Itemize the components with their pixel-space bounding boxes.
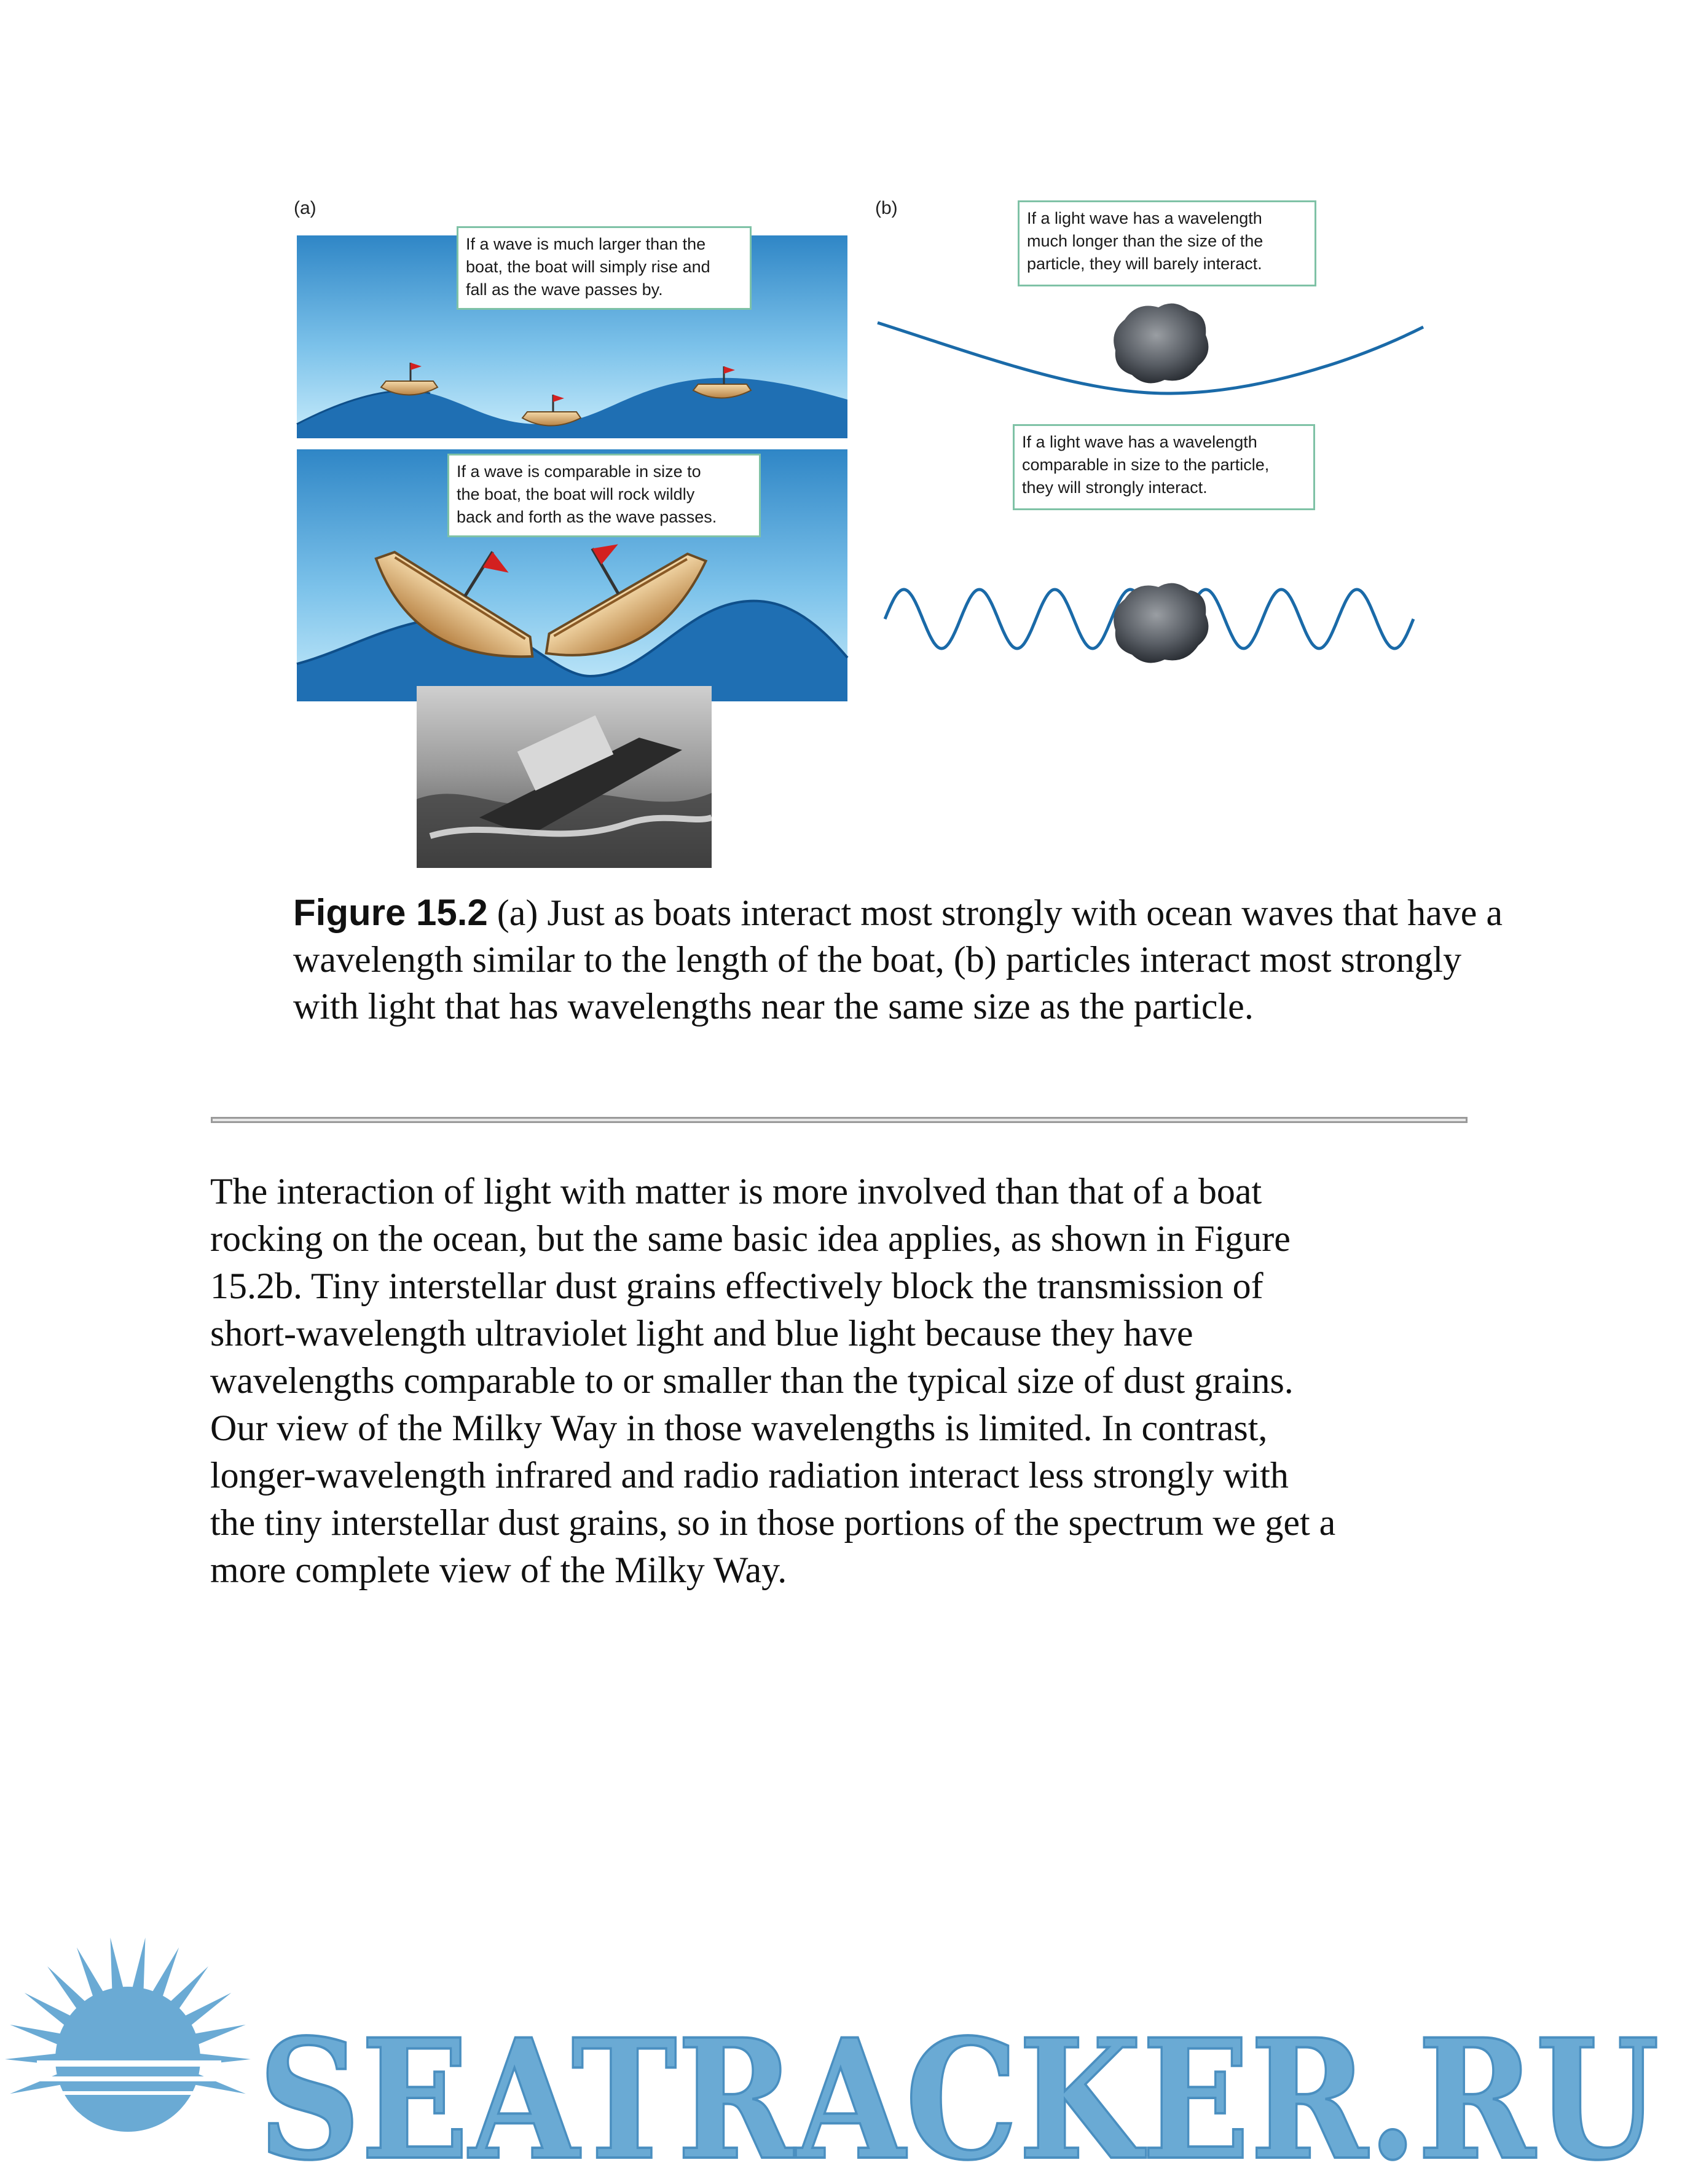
callout-comparable-wave-boat: If a wave is comparable in size to the boat, the boat will rock wildly back and forth as the wave passes.	[447, 454, 761, 537]
body-line: the tiny interstellar dust grains, so in those portions of the spectrum we get a	[210, 1502, 1336, 1543]
watermark	[0, 1918, 1682, 2184]
figure-15-2-illustration	[0, 0, 1682, 897]
panel-b-label: (b)	[875, 198, 898, 218]
figure-caption	[293, 889, 1510, 1030]
body-paragraph	[210, 1168, 1513, 1594]
callout-long-light-wave: If a light wave has a wavelength much longer than the size of the particle, they will barely interact.	[1018, 200, 1316, 286]
callout-long-wave-boat: If a wave is much larger than the boat, the boat will simply rise and fall as the wave passes by.	[457, 226, 752, 310]
body-line: The interaction of light with matter is more involved than that of a boat	[210, 1171, 1262, 1212]
body-line: short-wavelength ultraviolet light and blue light because they have	[210, 1313, 1193, 1354]
dust-particle-2	[1114, 583, 1208, 663]
body-line: 15.2b. Tiny interstellar dust grains effectively block the transmission of	[210, 1266, 1263, 1306]
dust-particle-1	[1114, 304, 1208, 384]
figure-caption-text: (a) Just as boats interact most strongly with ocean waves that have a wavelength similar to the length of the boat, (b) particles interact most strongly with light that has wavelengths near the same size as the particle.	[293, 893, 1503, 1027]
photo-boat-rough-sea	[417, 686, 712, 868]
body-line: wavelengths comparable to or smaller than the typical size of dust grains.	[210, 1360, 1294, 1401]
body-line: more complete view of the Milky Way.	[210, 1550, 787, 1590]
callout-comparable-light-wave: If a light wave has a wavelength comparable in size to the particle, they will strongly interact.	[1013, 424, 1315, 510]
sun-logo-icon	[5, 1938, 251, 2132]
body-line: rocking on the ocean, but the same basic idea applies, as shown in Figure	[210, 1218, 1291, 1259]
divider	[211, 1117, 1468, 1123]
figure-label: Figure 15.2	[293, 892, 488, 933]
watermark-text: SEATRACKER.RU	[258, 2003, 1659, 2184]
body-line: Our view of the Milky Way in those wavelengths is limited. In contrast,	[210, 1408, 1268, 1448]
body-line: longer-wavelength infrared and radio radiation interact less strongly with	[210, 1455, 1289, 1496]
panel-a-label: (a)	[294, 198, 316, 218]
